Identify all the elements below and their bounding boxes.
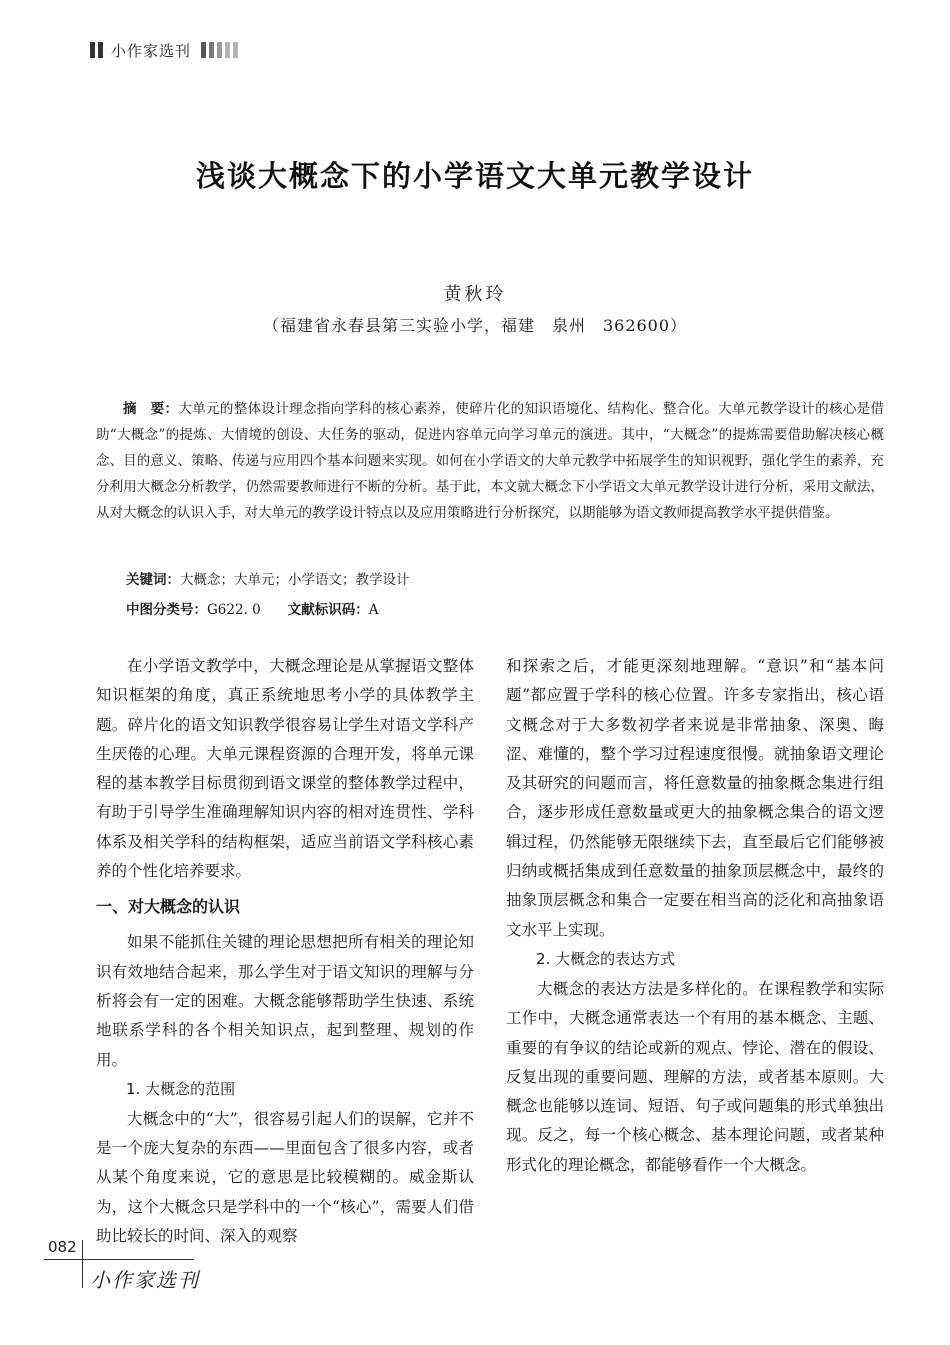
subsection-1-paragraph: 大概念中的“大”，很容易引起人们的误解，它并不是一个庞大复杂的东西——里面包含了很多内容，或者从某个角度来说，它的意思是比较模糊的。威金斯认为，这个大概念只是学科中的一个“核心”，需要人们借助比较长的时间、深入的观察	[96, 1109, 474, 1246]
subsection-2-paragraph: 大概念的表达方法是多样化的。在课程教学和实际工作中，大概念通常表达一个有用的基本概念、主题、重要的有争议的结论或新的观点、悖论、潜在的假设、反复出现的重要问题、理解的方法，或者基本原则。大概念也能够以连词、短语、句子或问题集的形式单独出现。反之，每一个核心概念、基本理论问题，或者某种形式化的理论概念，都能够看作一个大概念。	[506, 979, 884, 1174]
header-bars-right	[201, 42, 238, 58]
abstract-label: 摘 要：	[123, 401, 179, 417]
journal-logo: 小作家选刊	[90, 1268, 200, 1292]
author-affiliation: （福建省永春县第三实验小学，福建 泉州 362600）	[262, 316, 688, 335]
keywords-label: 关键词：	[126, 572, 180, 588]
footer-rule	[44, 1259, 194, 1260]
author-name: 黄秋玲	[443, 284, 507, 305]
abstract	[96, 396, 884, 526]
section-1-paragraph: 如果不能抓住关键的理论思想把所有相关的理论知识有效地结合起来，那么学生对于语文知识的理解与分析将会有一定的困难。大概念能够帮助学生快速、系统地联系学科的各个相关知识点，起到整理、规划的作用。	[96, 933, 474, 1069]
doc-code: A	[368, 602, 379, 618]
continued-paragraph: 和探索之后，才能更深刻地理解。“意识”和“基本问题”都应置于学科的核心位置。许多专家指出，核心语文概念对于大多数初学者来说是非常抽象、深奥、晦涩、难懂的，整个学习过程速度很慢。就抽象语文理论及其研究的问题而言，将任意数量的抽象概念集进行组合，逐步形成任意数量或更大的抽象概念集合的语文逻辑过程，仍然能够无限继续下去，直至最后它们能够被归纳或概括集成到任意数量的抽象顶层概念中，最终的抽象顶层概念和集合一定要在相当高的泛化和高抽象语文水平上实现。	[506, 657, 884, 939]
body-column-right	[506, 652, 884, 1180]
paper-title: 浅谈大概念下的小学语文大单元教学设计	[195, 159, 754, 193]
classification-code: G622. 0	[207, 602, 261, 618]
classification	[126, 598, 884, 618]
section-heading-1: 一、对大概念的认识	[96, 897, 241, 917]
keywords-text: 大概念；大单元；小学语文；教学设计	[180, 572, 410, 588]
abstract-text: 大单元的整体设计理念指向学科的核心素养，使碎片化的知识语境化、结构化、整合化。大单元教学设计的核心是借助“大概念”的提炼、大情境的创设、大任务的驱动，促进内容单元向学习单元的演进。其中，“大概念”的提炼需要借助解决核心概念、目的意义、策略、传递与应用四个基本问题来实现。如何在小学语文的大单元教学中拓展学生的知识视野，强化学生的素养，充分利用大概念分析教学，仍然需要教师进行不断的分析。基于此，本文就大概念下小学语文大单元教学设计进行分析，采用文献法，从对大概念的认识入手，对大单元的教学设计特点以及应用策略进行分析探究，以期能够为语文教师提高教学水平提供借鉴。	[96, 401, 885, 521]
classification-label: 中图分类号：	[126, 602, 207, 618]
doc-code-label: 文献标识码：	[287, 602, 369, 618]
header-bars-left	[90, 42, 103, 58]
keywords	[126, 568, 884, 588]
body-column-left	[96, 652, 474, 1251]
page-number: 082	[48, 1238, 77, 1256]
subsection-heading-1: 1. 大概念的范围	[126, 1079, 236, 1098]
running-header	[90, 40, 238, 60]
subsection-heading-2: 2. 大概念的表达方式	[536, 949, 676, 968]
journal-name: 小作家选刊	[111, 41, 192, 60]
footer-vertical-rule	[82, 1240, 83, 1288]
intro-paragraph: 在小学语文教学中，大概念理论是从掌握语文整体知识框架的角度，真正系统地思考小学的具体教学主题。碎片化的语文知识教学很容易让学生对语文学科产生厌倦的心理。大单元课程资源的合理开发，将单元课程的基本教学目标贯彻到语文课堂的整体教学过程中，有助于引导学生准确理解知识内容的相对连贯性、学科体系及相关学科的结构框架，适应当前语文学科核心素养的个性化培养要求。	[96, 657, 474, 881]
